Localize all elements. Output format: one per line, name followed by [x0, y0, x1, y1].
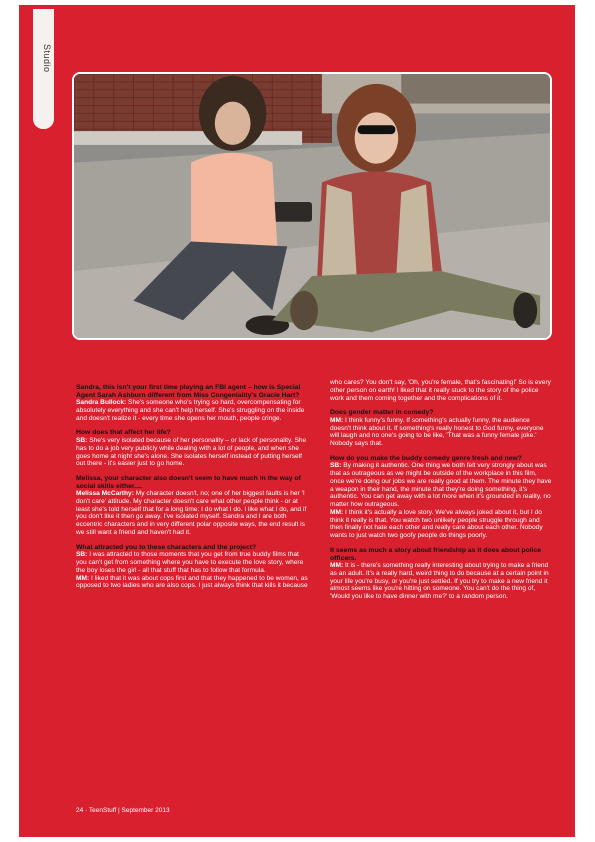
speaker-label: MM: [330, 416, 344, 424]
interview-answer [330, 462, 552, 509]
answer-text: She's very isolated because of her personality – or lack of personality. She has to do a job very publicly while dealing with a lot of people, and when she goes home at night she's alone. She isolates herself instead of putting herself out there - it's easier just to go home. [76, 437, 307, 468]
interview-block [330, 409, 552, 448]
answer-text: I think funny's funny. If something's actually funny, the audience doesn't think about it. If something's really honest to God funny, everyone will laugh and no one's going to be like, 'That was a funny female joke.' Nobody says that. [330, 416, 544, 448]
article-column-right [330, 379, 552, 608]
interview-answer [76, 399, 310, 422]
interview-answer [76, 551, 310, 574]
interview-answer [76, 490, 310, 537]
speaker-label: Sandra Bullock: [76, 399, 127, 407]
interview-block [330, 455, 552, 540]
interview-answer [76, 437, 310, 468]
interview-answer [330, 379, 552, 402]
interview-answer [330, 417, 552, 448]
interview-question: Melissa, your character also doesn't seem to have much in the way of social skills either.... [76, 475, 301, 490]
speaker-label: MM: [330, 508, 344, 516]
section-tab-label: Studio [42, 44, 52, 73]
movie-still-photo [72, 72, 552, 340]
interview-question: How do you make the buddy comedy genre fresh and new? [330, 454, 522, 462]
interview-question: It seems as much a story about friendship as it does about police officers. [330, 546, 542, 562]
interview-answer [330, 509, 552, 540]
answer-text: I think it's actually a love story. We've always joked about it, but I do think it really is that. You watch two unlikely people struggle through and then finally not hate each other and really care about each other. Nobody wants to just watch two goofy people do things poorly. [330, 508, 543, 540]
speaker-label: SB: [76, 551, 88, 559]
interview-block [330, 547, 552, 601]
article-column-left [76, 384, 310, 597]
speaker-label: MM: [330, 562, 344, 570]
speaker-label: MM: [76, 574, 90, 582]
answer-text: I liked that it was about cops first and that they happened to be women, as opposed to two ladies who are also cops. I just always think that kills it because [76, 574, 308, 590]
interview-question: Does gender matter in comedy? [330, 409, 434, 417]
answer-text: By making it authentic. One thing we both felt very strongly about was that as outrageous as we might be outside of the workplace in this film, once we're doing our jobs we are really good at them. The minute they have a weapon in their hand, the minute that they're doing something, it's authentic. You can get away with a lot more when it's grounded in reality, no matter how outrageous. [330, 462, 552, 509]
interview-question: How does that affect her life? [76, 429, 171, 437]
interview-block [330, 379, 552, 402]
answer-text: I was attracted to those moments that you get from true buddy films that you can't get from something where you have to execute the love story, where the boy loses the girl - all that stuff that has to follow that formula. [76, 551, 304, 574]
answer-text: She's someone who's trying so hard, overcompensating for absolutely everything and she can't help herself. She's struggling on the inside and doesn't realize it - every time she opens her mouth, people cringe. [76, 399, 305, 422]
interview-question: What attracted you to these characters and the project? [76, 543, 257, 551]
answer-text: who cares? You don't say, 'Oh, you're female, that's fascinating!' So is every other person on earth! I liked that it really stuck to the story of the police work and them coming together and the complications of it. [330, 379, 551, 402]
interview-question: Sandra, this isn't your first time playing an FBI agent – how is Special Agent Sarah Ashburn different from Miss Congeniality's Gracie Hart? [76, 384, 301, 399]
interview-block [76, 429, 310, 468]
speaker-label: SB: [330, 462, 342, 470]
speaker-label: Melissa McCarthy: [76, 490, 134, 498]
interview-block [76, 475, 310, 537]
interview-block [76, 544, 310, 590]
page-footer: 24 · TeenStuff | September 2013 [76, 807, 170, 814]
interview-block [76, 384, 310, 422]
answer-text: My character doesn't, no; one of her biggest faults is her 'I don't care' attitude. My character doesn't care what other people think - or at least she's told herself that for a long time: I do what I do. I like what I do, and if you don't like it then go away. I've isolated myself. Sandra and I are both eccentric characters and in very different polar opposite ways, the end result is we still want a friend and haven't had it. [76, 490, 307, 536]
photo-illustration [74, 74, 550, 338]
answer-text: It is - there's something really interesting about trying to make a friend as an adult. It's a really hard, weird thing to do because at a certain point in your life you're busy, or you're just settled. If you try to make a new friend it almost seems like you're hitting on someone. You can't do the thing of, 'Would you like to have dinner with me?' to a random person. [330, 562, 549, 601]
interview-answer [76, 575, 310, 591]
speaker-label: SB: [76, 437, 88, 445]
interview-answer [330, 562, 552, 601]
